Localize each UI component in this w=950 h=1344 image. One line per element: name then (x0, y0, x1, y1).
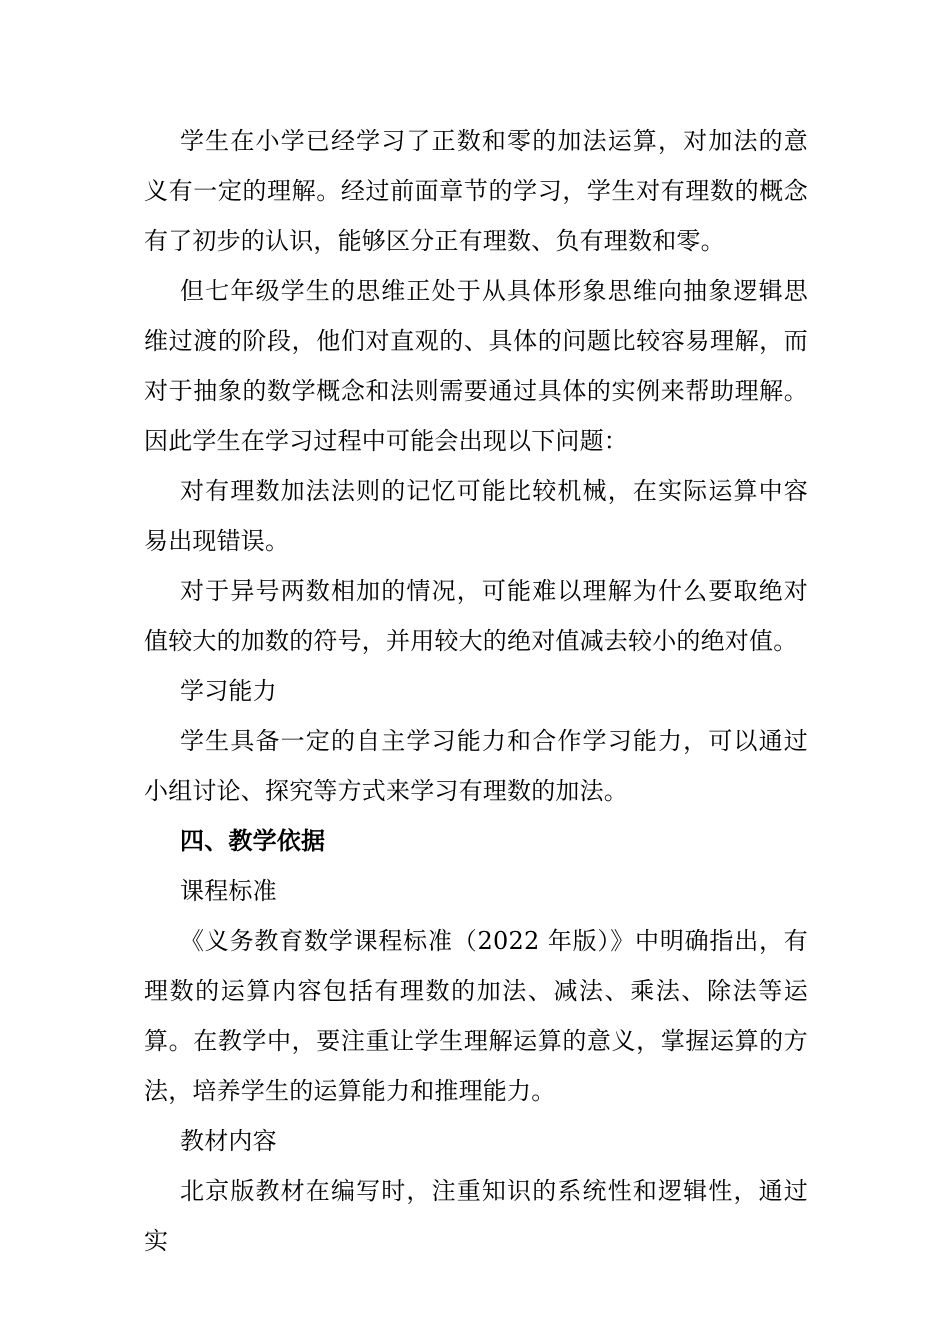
paragraph-learning-ability: 学生具备一定的自主学习能力和合作学习能力，可以通过小组讨论、探究等方式来学习有理数的加法。 (144, 727, 808, 805)
paragraph-student-thinking-stage: 但七年级学生的思维正处于从具体形象思维向抽象逻辑思维过渡的阶段，他们对直观的、具体的问题比较容易理解，而对于抽象的数学概念和法则需要通过具体的实例来帮助理解。因此学生在学习过程中可能会出现以下问题： (144, 277, 808, 455)
subheading-learning-ability: 学习能力 (180, 677, 277, 705)
paragraph-curriculum-standard: 《义务教育数学课程标准（2022 年版）》中明确指出，有理数的运算内容包括有理数的加法、减法、乘法、除法等运算。在教学中，要注重让学生理解运算的意义，掌握运算的方法，培养学生的运算能力和推理能力。 (144, 927, 808, 1105)
paragraph-textbook-content: 北京版教材在编写时，注重知识的系统性和逻辑性，通过实 (144, 1177, 808, 1255)
subheading-curriculum-standard: 课程标准 (180, 877, 277, 905)
paragraph-problem-mechanical-memory: 对有理数加法法则的记忆可能比较机械，在实际运算中容易出现错误。 (144, 477, 808, 555)
paragraph-problem-opposite-signs: 对于异号两数相加的情况，可能难以理解为什么要取绝对值较大的加数的符号，并用较大的绝对值减去较小的绝对值。 (144, 577, 808, 655)
document-body (144, 116, 808, 1266)
section-heading-teaching-basis: 四、教学依据 (180, 826, 326, 855)
paragraph-student-prior-knowledge: 学生在小学已经学习了正数和零的加法运算，对加法的意义有一定的理解。经过前面章节的学习，学生对有理数的概念有了初步的认识，能够区分正有理数、负有理数和零。 (144, 127, 808, 255)
subheading-textbook-content: 教材内容 (180, 1127, 277, 1155)
